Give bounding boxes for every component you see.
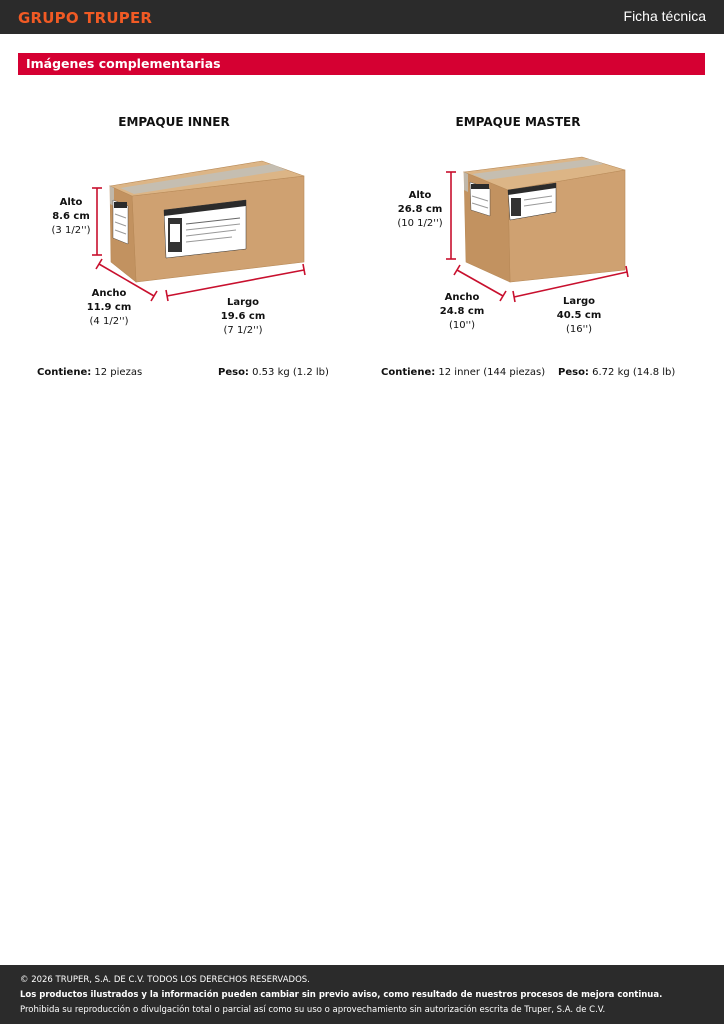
master-peso-value: 6.72 kg (14.8 lb) <box>592 367 676 378</box>
inner-contiene-label: Contiene: <box>37 367 92 378</box>
master-contiene-label: Contiene: <box>381 367 436 378</box>
inner-alto-dimension <box>31 196 111 238</box>
master-largo-value: 40.5 cm <box>556 310 602 321</box>
inner-largo-label: Largo <box>226 297 260 308</box>
master-largo-label: Largo <box>562 296 596 307</box>
inner-peso-label: Peso: <box>218 367 249 378</box>
inner-ancho-label: Ancho <box>91 288 127 299</box>
inner-contiene-value: 12 piezas <box>94 367 143 378</box>
inner-ancho-imperial: (4 1/2'') <box>89 316 129 327</box>
inner-alto-value: 8.6 cm <box>52 211 90 222</box>
document-type-label: Ficha técnica <box>623 8 706 24</box>
master-ancho-imperial: (10'') <box>448 320 476 331</box>
footer-bar <box>0 965 724 1024</box>
master-ancho-label: Ancho <box>444 292 480 303</box>
master-largo-imperial: (16'') <box>565 324 593 335</box>
section-title: Imágenes complementarias <box>26 56 221 71</box>
grupo-truper-logo: GRUPO TRUPER <box>18 9 153 27</box>
master-alto-dimension <box>380 189 460 231</box>
inner-peso-value: 0.53 kg (1.2 lb) <box>252 367 329 378</box>
inner-heading: EMPAQUE INNER <box>118 115 230 129</box>
inner-peso <box>218 367 329 378</box>
master-heading: EMPAQUE MASTER <box>455 115 581 129</box>
master-alto-label: Alto <box>408 190 432 201</box>
master-contiene <box>381 367 545 378</box>
inner-box-label <box>164 200 246 258</box>
master-contiene-value: 12 inner (144 piezas) <box>438 367 546 378</box>
master-largo-dimension <box>539 295 619 337</box>
footer-copyright: © 2026 TRUPER, S.A. DE C.V. TODOS LOS DERECHOS RESERVADOS. <box>20 975 310 985</box>
inner-contiene <box>37 367 142 378</box>
inner-alto-label: Alto <box>59 197 83 208</box>
inner-alto-imperial: (3 1/2'') <box>51 225 91 236</box>
master-ancho-dimension <box>422 291 502 333</box>
master-peso <box>558 367 675 378</box>
master-ancho-value: 24.8 cm <box>439 306 485 317</box>
inner-largo-imperial: (7 1/2'') <box>223 325 263 336</box>
footer-prohibition: Prohibida su reproducción o divulgación total o parcial así como su uso o aprovechamiento sin autorización escrita de Truper, S.A. de C.V. <box>20 1005 606 1015</box>
inner-ancho-dimension <box>69 287 149 329</box>
master-alto-value: 26.8 cm <box>397 204 443 215</box>
inner-largo-value: 19.6 cm <box>220 311 266 322</box>
inner-ancho-value: 11.9 cm <box>86 302 132 313</box>
master-peso-label: Peso: <box>558 367 589 378</box>
footer-notice: Los productos ilustrados y la información pueden cambiar sin previo aviso, como resultado de nuestros procesos de mejora continua. <box>20 990 663 1000</box>
inner-box-image <box>110 161 304 282</box>
inner-largo-dimension <box>203 296 283 338</box>
master-box-image <box>464 157 625 282</box>
master-alto-imperial: (10 1/2'') <box>397 218 443 229</box>
